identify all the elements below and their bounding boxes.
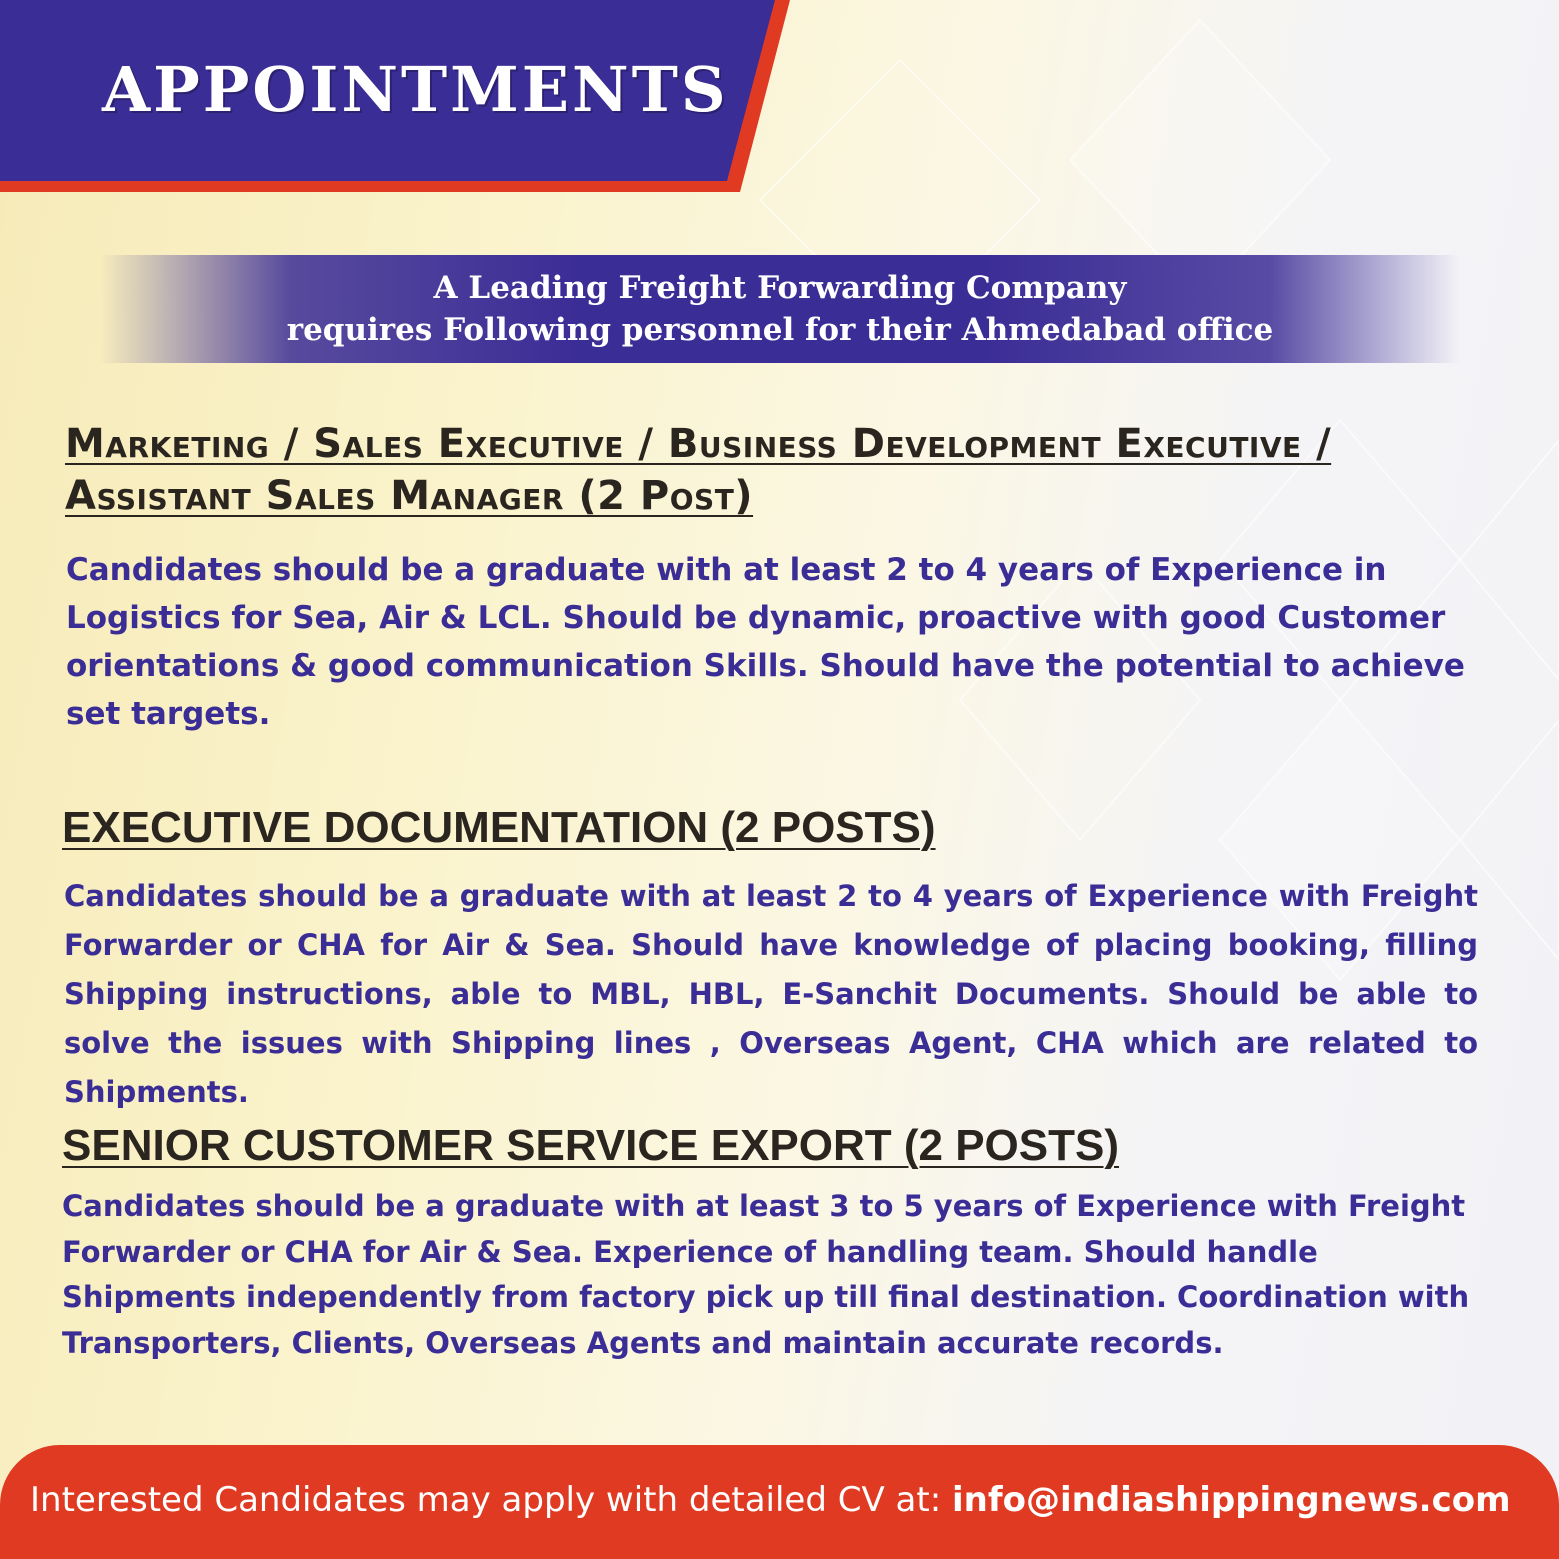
company-intro-banner	[100, 255, 1460, 363]
job-title-senior-customer-service: SENIOR CUSTOMER SERVICE EXPORT (2 POSTS)	[62, 1121, 1120, 1170]
job-description-senior-customer-service: Candidates should be a graduate with at least 3 to 5 years of Experience with Freight Forwarder or CHA for Air & Sea. Experience of handling team. Should handle Shipments independently from factory pick up till final destination. Coordination with Transporters, Clients, Overseas Agents and maintain accurate records.	[62, 1189, 1470, 1360]
contact-email-link[interactable]: info@indiashippingnews.com	[951, 1480, 1511, 1520]
page-title: APPOINTMENTS	[102, 53, 729, 126]
footer-banner	[0, 1445, 1559, 1559]
company-intro-line-1: A Leading Freight Forwarding Company	[433, 270, 1127, 306]
job-description-executive-documentation: Candidates should be a graduate with at least 2 to 4 years of Experience with Freight Forwarder or CHA for Air & Sea. Should have knowledge of placing booking, filling Shipping instructions, able to MBL, HBL, E-Sanchit Documents. Should be able to solve the issues with Shipping lines , Overseas Agent, CHA which are related to Shipments.	[64, 879, 1478, 1109]
footer-apply-label: Interested Candidates may apply with detailed CV at:	[30, 1480, 952, 1520]
company-intro-line-2: requires Following personnel for their Ahmedabad office	[286, 312, 1274, 348]
job-title-marketing-sales: Marketing / Sales Executive / Business Development Executive / Assistant Sales Manager (2 Post)	[65, 421, 1332, 519]
footer-apply-text	[30, 1477, 1540, 1523]
job-title-executive-documentation: EXECUTIVE DOCUMENTATION (2 POSTS)	[62, 803, 936, 852]
job-description-marketing-sales: Candidates should be a graduate with at least 2 to 4 years of Experience in Logistics for Sea, Air & LCL. Should be dynamic, proactive with good Customer orientations & good communication Skills. Should have the potential to achieve set targets.	[66, 552, 1465, 732]
